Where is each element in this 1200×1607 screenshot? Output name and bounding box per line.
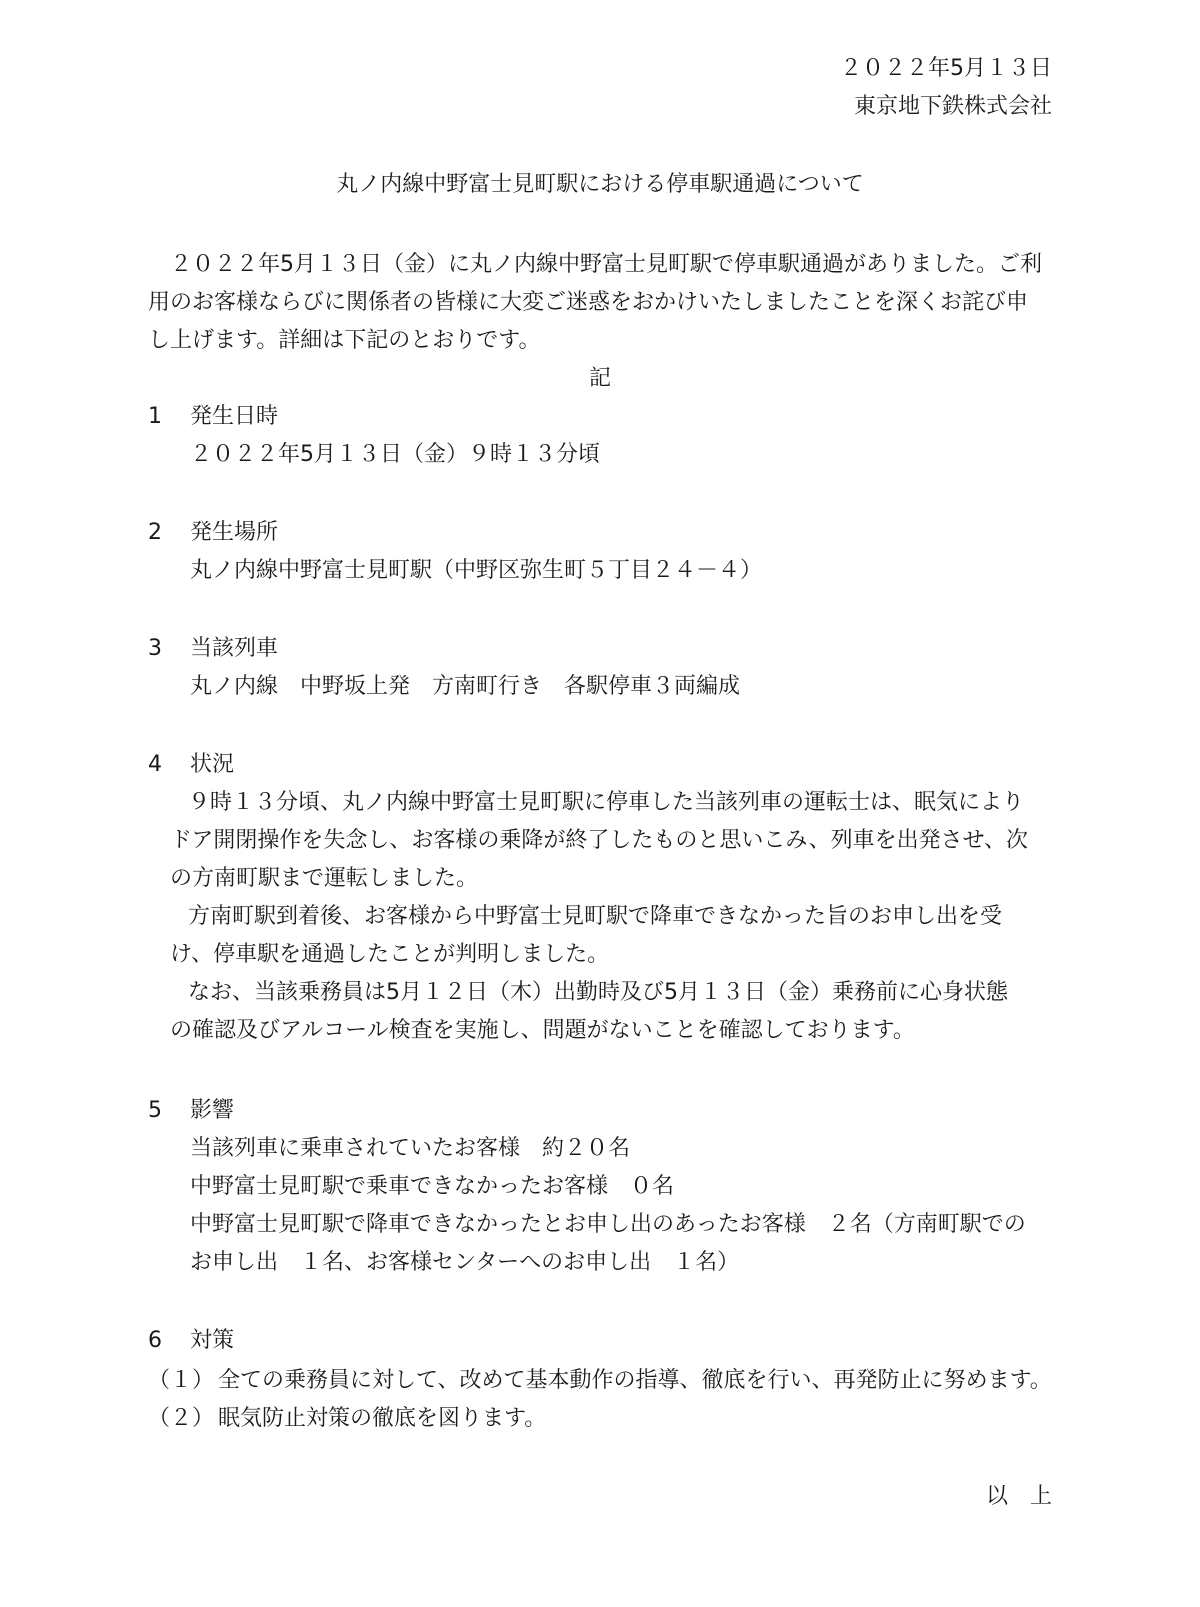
measure-text: 全ての乗務員に対して、改めて基本動作の指導、徹底を行い、再発防止に努めます。	[218, 1368, 1052, 1393]
intro-line: ２０２２年5月１３日（金）に丸ノ内線中野富士見町駅で停車駅通過がありました。ご利	[148, 252, 1042, 277]
section-heading: 発生日時	[190, 404, 279, 429]
section-heading: 影響	[190, 1098, 235, 1123]
section-number: 4	[148, 752, 162, 777]
section-line: 丸ノ内線 中野坂上発 方南町行き 各駅停車３両編成	[190, 674, 741, 699]
section-line: け、停車駅を通過したことが判明しました。	[170, 942, 610, 967]
intro-line: 用のお客様ならびに関係者の皆様に大変ご迷惑をおかけいたしましたことを深くお詫び申	[148, 290, 1029, 315]
section-line: ２０２２年5月１３日（金）９時１３分頃	[190, 442, 600, 467]
document-date: ２０２２年5月１３日	[840, 56, 1052, 81]
section-number: 2	[148, 520, 162, 545]
section-line: 当該列車に乗車されていたお客様 約２０名	[190, 1136, 631, 1161]
measure-label: （１）	[148, 1368, 215, 1393]
section-line: なお、当該乗務員は5月１２日（木）出勤時及び5月１３日（金）乗務前に心身状態	[188, 980, 1008, 1005]
measure-label: （２）	[148, 1406, 215, 1431]
section-number: 6	[148, 1328, 162, 1353]
section-line: ９時１３分頃、丸ノ内線中野富士見町駅に停車した当該列車の運転士は、眠気により	[188, 790, 1025, 815]
section-line: の確認及びアルコール検査を実施し、問題がないことを確認しております。	[170, 1018, 915, 1043]
section-line: の方南町駅まで運転しました。	[170, 866, 479, 891]
section-number: 5	[148, 1098, 162, 1123]
section-heading: 対策	[190, 1328, 235, 1353]
measure-text: 眠気防止対策の徹底を図ります。	[218, 1406, 547, 1431]
section-line: 方南町駅到着後、お客様から中野富士見町駅で降車できなかった旨のお申し出を受	[188, 904, 1003, 929]
section-heading: 状況	[190, 752, 235, 777]
section-line: ドア開閉操作を失念し、お客様の乗降が終了したものと思いこみ、列車を出発させ、次	[170, 828, 1029, 853]
company-name: 東京地下鉄株式会社	[853, 94, 1052, 119]
section-heading: 当該列車	[190, 636, 279, 661]
section-heading: 発生場所	[190, 520, 279, 545]
section-number: 1	[148, 404, 162, 429]
document-title: 丸ノ内線中野富士見町駅における停車駅通過について	[336, 172, 864, 197]
intro-line: し上げます。詳細は下記のとおりです。	[148, 328, 541, 353]
closing-mark: 以 上	[985, 1484, 1052, 1509]
section-line: 中野富士見町駅で乗車できなかったお客様 ０名	[190, 1174, 675, 1199]
section-line: 丸ノ内線中野富士見町駅（中野区弥生町５丁目２４－４）	[190, 558, 763, 583]
ki-marker: 記	[588, 366, 611, 391]
section-line: 中野富士見町駅で降車できなかったとお申し出のあったお客様 ２名（方南町駅での	[190, 1212, 1026, 1237]
section-line: お申し出 １名、お客様センターへのお申し出 １名）	[190, 1250, 740, 1275]
section-number: 3	[148, 636, 162, 661]
